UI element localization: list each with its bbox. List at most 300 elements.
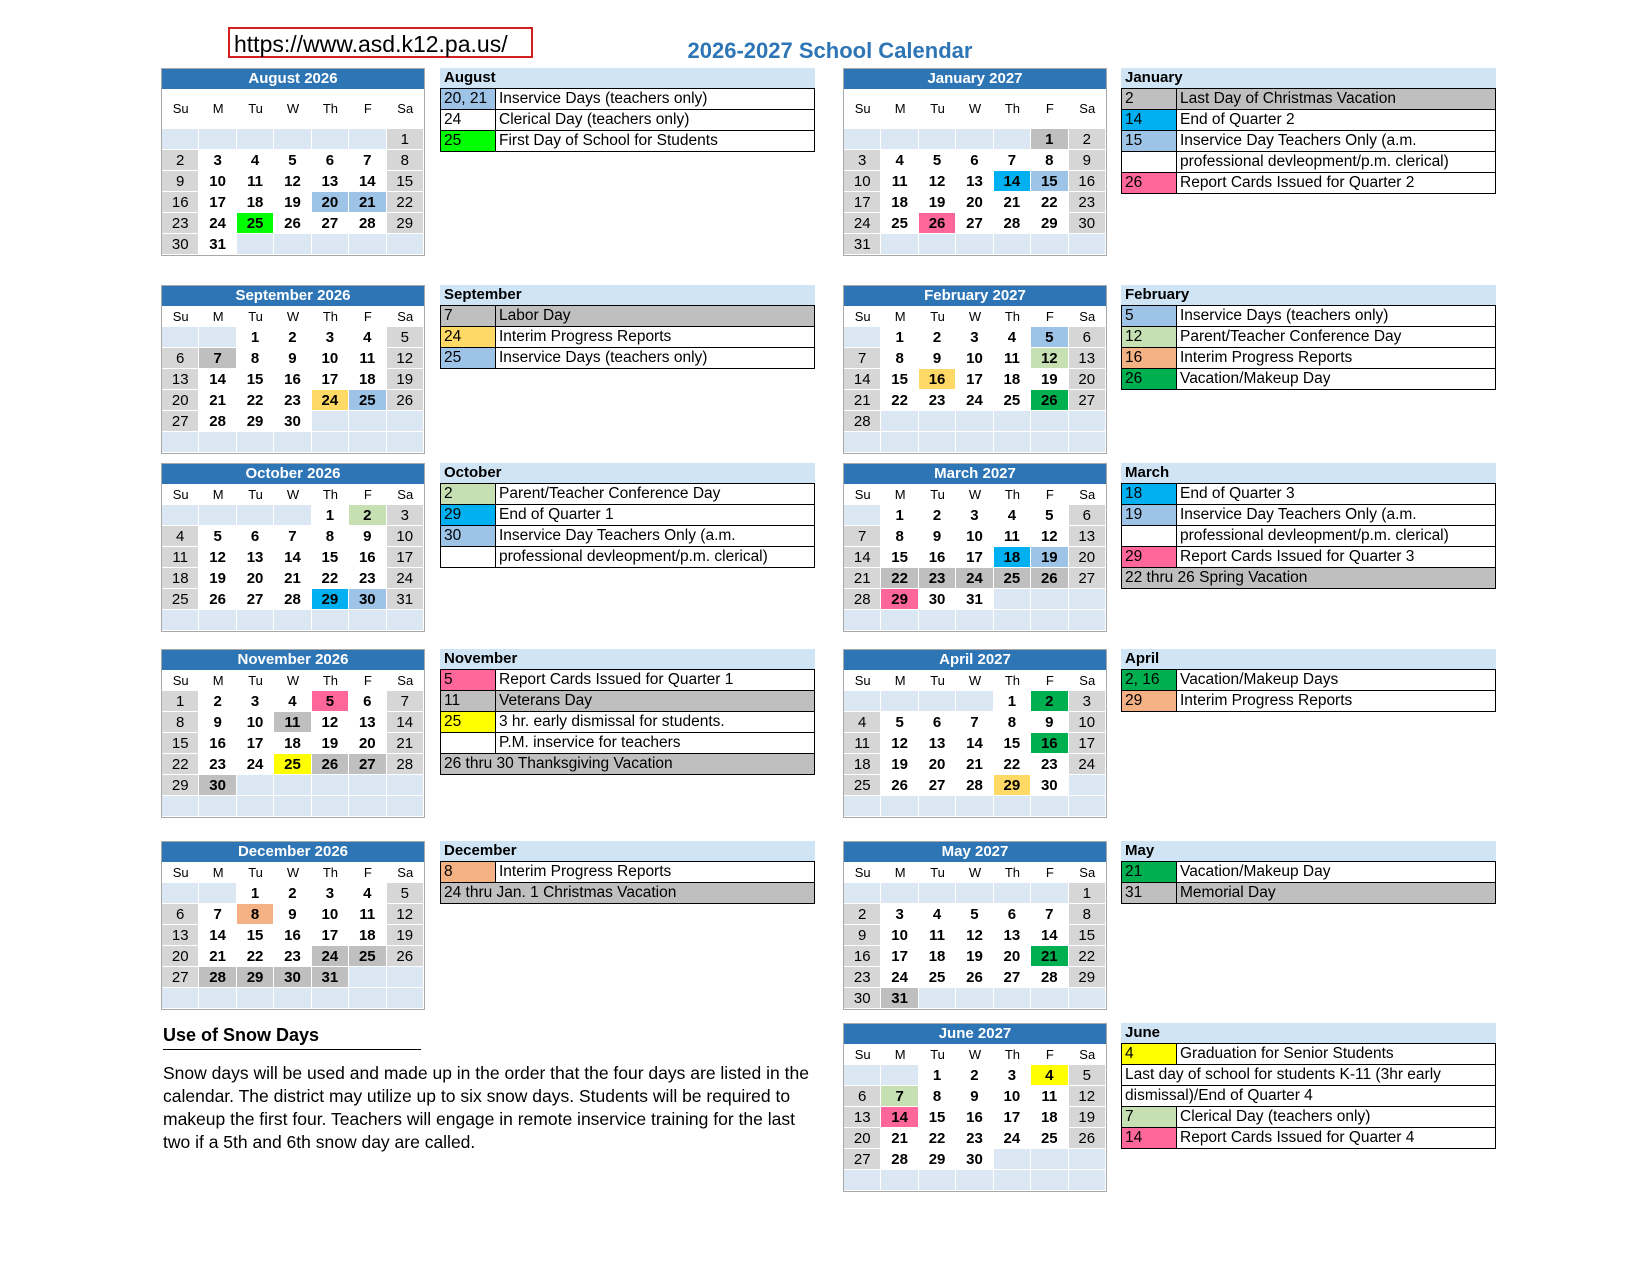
calendar-day: 23: [162, 213, 199, 234]
calendar-day: 23: [199, 754, 236, 775]
legend-text: Report Cards Issued for Quarter 1: [499, 671, 734, 688]
empty-day: [844, 796, 881, 817]
calendar-day: 19: [1031, 369, 1068, 390]
calendar-day: 21: [994, 192, 1031, 213]
empty-day: [919, 411, 956, 432]
calendar-day: 6: [1069, 327, 1106, 348]
calendar-day: 6: [1069, 505, 1106, 526]
calendar-day: 7: [881, 1086, 918, 1107]
legend-row: [440, 712, 815, 733]
calendar-day: 14: [387, 712, 424, 733]
legend-text: Parent/Teacher Conference Day: [1180, 328, 1402, 345]
calendar-day: 26: [274, 213, 311, 234]
calendar-day: 2: [919, 505, 956, 526]
calendar-day: 28: [349, 213, 386, 234]
calendar-day: 15: [162, 733, 199, 754]
calendar-day: 30: [956, 1149, 993, 1170]
empty-day: [274, 610, 311, 631]
calendar-day: 7: [199, 904, 236, 925]
empty-day: [881, 883, 918, 904]
calendar-day: 29: [919, 1149, 956, 1170]
legend-key: 30: [441, 526, 496, 546]
calendar-day: 29: [162, 775, 199, 796]
calendar-day: 5: [881, 712, 918, 733]
empty-day: [994, 796, 1031, 817]
calendar-day: 29: [994, 775, 1031, 796]
calendar-day: 10: [237, 712, 274, 733]
calendar-day: 16: [1069, 171, 1106, 192]
empty-day: [1069, 1170, 1106, 1191]
empty-day: [994, 129, 1031, 150]
calendar-day: 19: [387, 369, 424, 390]
calendar-day: 1: [1069, 883, 1106, 904]
empty-day: [349, 432, 386, 453]
calendar-day: 21: [349, 192, 386, 213]
legend-text: Vacation/Makeup Days: [1180, 671, 1339, 688]
month-title: March 2027: [844, 464, 1106, 484]
calendar-day: 24: [387, 568, 424, 589]
calendar-day: 31: [881, 988, 918, 1009]
legend-row: [1121, 568, 1496, 589]
calendar-day: 28: [844, 589, 881, 610]
legend-title: November: [440, 649, 815, 669]
weekday-label: Sa: [397, 309, 414, 324]
month-title: August 2026: [162, 69, 424, 89]
calendar-day: 18: [162, 568, 199, 589]
empty-day: [237, 988, 274, 1009]
calendar-day: 18: [844, 754, 881, 775]
calendar-day: 5: [312, 691, 349, 712]
legend-row: [440, 483, 815, 505]
empty-day: [349, 411, 386, 432]
empty-day: [994, 589, 1031, 610]
calendar-day: 13: [312, 171, 349, 192]
calendar-day: 25: [162, 589, 199, 610]
calendar-day: 8: [237, 904, 274, 925]
empty-day: [1069, 432, 1106, 453]
legend-text: Inservice Day Teachers Only (a.m.: [1180, 132, 1417, 149]
month-calendar: [843, 285, 1107, 454]
weekday-label: F: [1045, 673, 1054, 688]
weekday-label: Su: [854, 673, 871, 688]
calendar-day: 4: [237, 150, 274, 171]
empty-day: [312, 432, 349, 453]
empty-day: [199, 883, 236, 904]
weekday-label: Th: [322, 309, 338, 324]
empty-day: [274, 988, 311, 1009]
legend-key: [1122, 526, 1177, 546]
empty-day: [312, 234, 349, 255]
legend-text: First Day of School for Students: [499, 132, 718, 149]
calendar-day: 14: [844, 369, 881, 390]
calendar-day: 28: [274, 589, 311, 610]
weekday-label: Sa: [1079, 673, 1096, 688]
empty-day: [994, 988, 1031, 1009]
calendar-day: 17: [881, 946, 918, 967]
calendar-day: 8: [994, 712, 1031, 733]
calendar-day: 24: [312, 946, 349, 967]
calendar-day: 21: [274, 568, 311, 589]
legend-row: [1121, 152, 1496, 173]
calendar-day: 13: [349, 712, 386, 733]
legend-key: 24: [441, 110, 496, 130]
calendar-day: 3: [312, 883, 349, 904]
legend-row: [1121, 1128, 1496, 1149]
empty-day: [312, 411, 349, 432]
calendar-day: 22: [919, 1128, 956, 1149]
district-url[interactable]: https://www.asd.k12.pa.us/: [228, 27, 533, 58]
calendar-day: 19: [1069, 1107, 1106, 1128]
legend-text: Veterans Day: [499, 692, 593, 709]
calendar-day: 11: [881, 171, 918, 192]
calendar-day: 14: [199, 369, 236, 390]
calendar-day: 4: [994, 505, 1031, 526]
empty-day: [387, 610, 424, 631]
calendar-day: 25: [349, 946, 386, 967]
empty-day: [994, 432, 1031, 453]
calendar-day: 23: [349, 568, 386, 589]
legend-key: 26: [1122, 369, 1177, 389]
calendar-day: 21: [1031, 946, 1068, 967]
empty-day: [1069, 610, 1106, 631]
legend-key: 2, 16: [1122, 670, 1177, 690]
weekday-label: M: [212, 101, 224, 116]
empty-day: [994, 610, 1031, 631]
calendar-day: 31: [199, 234, 236, 255]
calendar-day: 14: [844, 547, 881, 568]
calendar-day: 15: [1069, 925, 1106, 946]
calendar-day: 9: [1031, 712, 1068, 733]
calendar-day: 26: [387, 946, 424, 967]
calendar-day: 23: [274, 946, 311, 967]
legend-row: [1121, 1065, 1496, 1086]
legend-row: [1121, 327, 1496, 348]
legend-key: 18: [1122, 484, 1177, 504]
legend-row: [1121, 88, 1496, 110]
calendar-day: 17: [1069, 733, 1106, 754]
legend-text: Vacation/Makeup Day: [1180, 863, 1331, 880]
empty-day: [881, 796, 918, 817]
page-title: 2026-2027 School Calendar: [687, 38, 973, 63]
calendar-day: 6: [162, 904, 199, 925]
calendar-day: 8: [919, 1086, 956, 1107]
weekday-label: M: [894, 1047, 906, 1062]
calendar-day: 24: [956, 390, 993, 411]
legend-key: 7: [1122, 1107, 1177, 1127]
calendar-day: 3: [387, 505, 424, 526]
legend-text: P.M. inservice for teachers: [499, 734, 681, 751]
calendar-day: 13: [1069, 348, 1106, 369]
legend-text: Clerical Day (teachers only): [1180, 1108, 1371, 1125]
calendar-day: 8: [881, 348, 918, 369]
calendar-day: 28: [844, 411, 881, 432]
weekday-label: Tu: [930, 309, 945, 324]
calendar-day: 16: [956, 1107, 993, 1128]
calendar-day: 28: [994, 213, 1031, 234]
legend-title: June: [1121, 1023, 1496, 1043]
weekday-label: W: [286, 309, 300, 324]
weekday-label: W: [968, 673, 982, 688]
weekday-label: F: [363, 101, 372, 116]
empty-day: [956, 432, 993, 453]
weekday-label: Sa: [397, 673, 414, 688]
calendar-day: 20: [312, 192, 349, 213]
calendar-day: 13: [919, 733, 956, 754]
weekday-label: Th: [1004, 487, 1020, 502]
empty-day: [199, 432, 236, 453]
calendar-day: 4: [162, 526, 199, 547]
empty-day: [162, 327, 199, 348]
calendar-day: 4: [274, 691, 311, 712]
legend-text: professional devleopment/p.m. clerical): [499, 548, 768, 565]
calendar-day: 1: [919, 1065, 956, 1086]
calendar-day: 29: [1069, 967, 1106, 988]
legend-text: 22 thru 26 Spring Vacation: [1125, 569, 1308, 586]
calendar-day: 16: [919, 547, 956, 568]
calendar-day: 9: [1069, 150, 1106, 171]
calendar-day: 31: [312, 967, 349, 988]
calendar-day: 3: [881, 904, 918, 925]
calendar-day: 1: [312, 505, 349, 526]
calendar-day: 14: [881, 1107, 918, 1128]
legend-oct: [440, 463, 815, 568]
empty-day: [919, 129, 956, 150]
calendar-day: 5: [387, 883, 424, 904]
legend-key: 7: [441, 306, 496, 326]
calendar-day: 9: [919, 526, 956, 547]
calendar-day: 25: [274, 754, 311, 775]
calendar-day: 14: [1031, 925, 1068, 946]
legend-dec: [440, 841, 815, 904]
calendar-day: 5: [956, 904, 993, 925]
calendar-day: 26: [199, 589, 236, 610]
calendar-day: 10: [199, 171, 236, 192]
weekday-label: M: [894, 865, 906, 880]
weekday-label: F: [1045, 309, 1054, 324]
legend-row: [1121, 110, 1496, 131]
calendar-day: 21: [956, 754, 993, 775]
calendar-day: 2: [274, 327, 311, 348]
empty-day: [919, 1170, 956, 1191]
snow-days-heading: Use of Snow Days: [163, 1025, 421, 1050]
weekday-label: Sa: [1079, 487, 1096, 502]
weekday-label: Th: [322, 101, 338, 116]
calendar-day: 30: [274, 411, 311, 432]
calendar-day: 16: [199, 733, 236, 754]
calendar-day: 12: [274, 171, 311, 192]
calendar-day: 6: [237, 526, 274, 547]
legend-text: Labor Day: [499, 307, 571, 324]
calendar-day: 17: [312, 369, 349, 390]
calendar-day: 15: [387, 171, 424, 192]
calendar-day: 30: [349, 589, 386, 610]
empty-day: [994, 883, 1031, 904]
calendar-day: 6: [956, 150, 993, 171]
weekday-label: M: [894, 309, 906, 324]
month-calendar: [161, 841, 425, 1010]
calendar-day: 16: [1031, 733, 1068, 754]
month-calendar: [843, 68, 1107, 256]
legend-text: Inservice Day Teachers Only (a.m.: [499, 527, 736, 544]
calendar-day: 24: [994, 1128, 1031, 1149]
calendar-day: 6: [844, 1086, 881, 1107]
weekday-label: Su: [172, 865, 189, 880]
weekday-label: W: [286, 101, 300, 116]
calendar-day: 2: [199, 691, 236, 712]
legend-key: [441, 547, 496, 567]
legend-text: Inservice Days (teachers only): [1180, 307, 1389, 324]
empty-day: [349, 967, 386, 988]
calendar-day: 11: [1031, 1086, 1068, 1107]
empty-day: [1031, 610, 1068, 631]
weekday-label: Th: [322, 487, 338, 502]
calendar-day: 20: [1069, 369, 1106, 390]
legend-text: Report Cards Issued for Quarter 4: [1180, 1129, 1415, 1146]
calendar-day: 31: [844, 234, 881, 255]
calendar-day: 12: [199, 547, 236, 568]
empty-day: [349, 610, 386, 631]
calendar-day: 8: [237, 348, 274, 369]
calendar-day: 18: [919, 946, 956, 967]
empty-day: [1031, 234, 1068, 255]
calendar-day: 5: [274, 150, 311, 171]
weekday-label: W: [286, 487, 300, 502]
calendar-day: 15: [237, 369, 274, 390]
calendar-day: 27: [312, 213, 349, 234]
empty-day: [237, 796, 274, 817]
legend-jan: [1121, 68, 1496, 194]
calendar-day: 28: [1031, 967, 1068, 988]
weekday-label: Tu: [248, 673, 263, 688]
empty-day: [881, 1170, 918, 1191]
weekday-label: Sa: [1079, 101, 1096, 116]
legend-row: [440, 110, 815, 131]
month-title: April 2027: [844, 650, 1106, 670]
empty-day: [1031, 411, 1068, 432]
empty-day: [387, 411, 424, 432]
legend-row: [1121, 547, 1496, 568]
legend-key: 29: [1122, 547, 1177, 567]
calendar-day: 18: [349, 369, 386, 390]
legend-key: 11: [441, 691, 496, 711]
legend-row: [440, 327, 815, 348]
legend-feb: [1121, 285, 1496, 390]
calendar-day: 19: [919, 192, 956, 213]
legend-key: 5: [1122, 306, 1177, 326]
legend-key: 8: [441, 862, 496, 882]
legend-title: December: [440, 841, 815, 861]
calendar-day: 18: [274, 733, 311, 754]
calendar-day: 8: [1069, 904, 1106, 925]
calendar-day: 8: [312, 526, 349, 547]
weekday-label: W: [968, 101, 982, 116]
weekday-label: Tu: [248, 101, 263, 116]
calendar-day: 23: [844, 967, 881, 988]
calendar-day: 15: [881, 547, 918, 568]
empty-day: [844, 691, 881, 712]
legend-row: [1121, 883, 1496, 904]
weekday-label: Su: [172, 487, 189, 502]
empty-day: [199, 610, 236, 631]
calendar-day: 10: [312, 348, 349, 369]
calendar-day: 22: [387, 192, 424, 213]
weekday-label: F: [363, 309, 372, 324]
month-calendar: [843, 1023, 1107, 1192]
weekday-label: Su: [854, 101, 871, 116]
legend-text: End of Quarter 1: [499, 506, 614, 523]
empty-day: [1069, 1149, 1106, 1170]
calendar-day: 3: [199, 150, 236, 171]
calendar-day: 24: [881, 967, 918, 988]
legend-key: 5: [441, 670, 496, 690]
calendar-day: 24: [199, 213, 236, 234]
calendar-day: 20: [1069, 547, 1106, 568]
calendar-day: 30: [919, 589, 956, 610]
calendar-day: 28: [199, 967, 236, 988]
empty-day: [349, 775, 386, 796]
calendar-day: 1: [881, 505, 918, 526]
weekday-label: Su: [854, 1047, 871, 1062]
weekday-label: W: [968, 865, 982, 880]
empty-day: [956, 988, 993, 1009]
calendar-day: 29: [881, 589, 918, 610]
empty-day: [1069, 796, 1106, 817]
calendar-day: 25: [994, 390, 1031, 411]
calendar-day: 24: [956, 568, 993, 589]
legend-text: dismissal)/End of Quarter 4: [1125, 1087, 1313, 1104]
legend-row: [1121, 691, 1496, 712]
calendar-day: 10: [387, 526, 424, 547]
empty-day: [312, 610, 349, 631]
month-title: December 2026: [162, 842, 424, 862]
legend-text: professional devleopment/p.m. clerical): [1180, 153, 1449, 170]
calendar-day: 23: [956, 1128, 993, 1149]
legend-text: Last Day of Christmas Vacation: [1180, 90, 1396, 107]
empty-day: [274, 796, 311, 817]
empty-day: [349, 796, 386, 817]
calendar-day: 10: [844, 171, 881, 192]
empty-day: [881, 432, 918, 453]
weekday-label: Th: [1004, 1047, 1020, 1062]
weekday-label: W: [968, 309, 982, 324]
calendar-day: 19: [387, 925, 424, 946]
calendar-day: 20: [919, 754, 956, 775]
empty-day: [199, 796, 236, 817]
calendar-day: 18: [237, 192, 274, 213]
legend-title: March: [1121, 463, 1496, 483]
calendar-day: 29: [237, 411, 274, 432]
legend-key: 24: [441, 327, 496, 347]
empty-day: [1031, 432, 1068, 453]
calendar-day: 11: [844, 733, 881, 754]
calendar-day: 3: [312, 327, 349, 348]
calendar-day: 6: [312, 150, 349, 171]
calendar-day: 18: [994, 369, 1031, 390]
empty-day: [919, 432, 956, 453]
calendar-day: 12: [1031, 348, 1068, 369]
empty-day: [919, 796, 956, 817]
calendar-day: 27: [844, 1149, 881, 1170]
calendar-day: 23: [919, 568, 956, 589]
legend-apr: [1121, 649, 1496, 712]
weekday-label: Th: [1004, 101, 1020, 116]
calendar-day: 7: [387, 691, 424, 712]
weekday-label: Su: [172, 101, 189, 116]
legend-nov: [440, 649, 815, 775]
calendar-day: 9: [274, 348, 311, 369]
calendar-day: 2: [162, 150, 199, 171]
weekday-label: Tu: [930, 1047, 945, 1062]
